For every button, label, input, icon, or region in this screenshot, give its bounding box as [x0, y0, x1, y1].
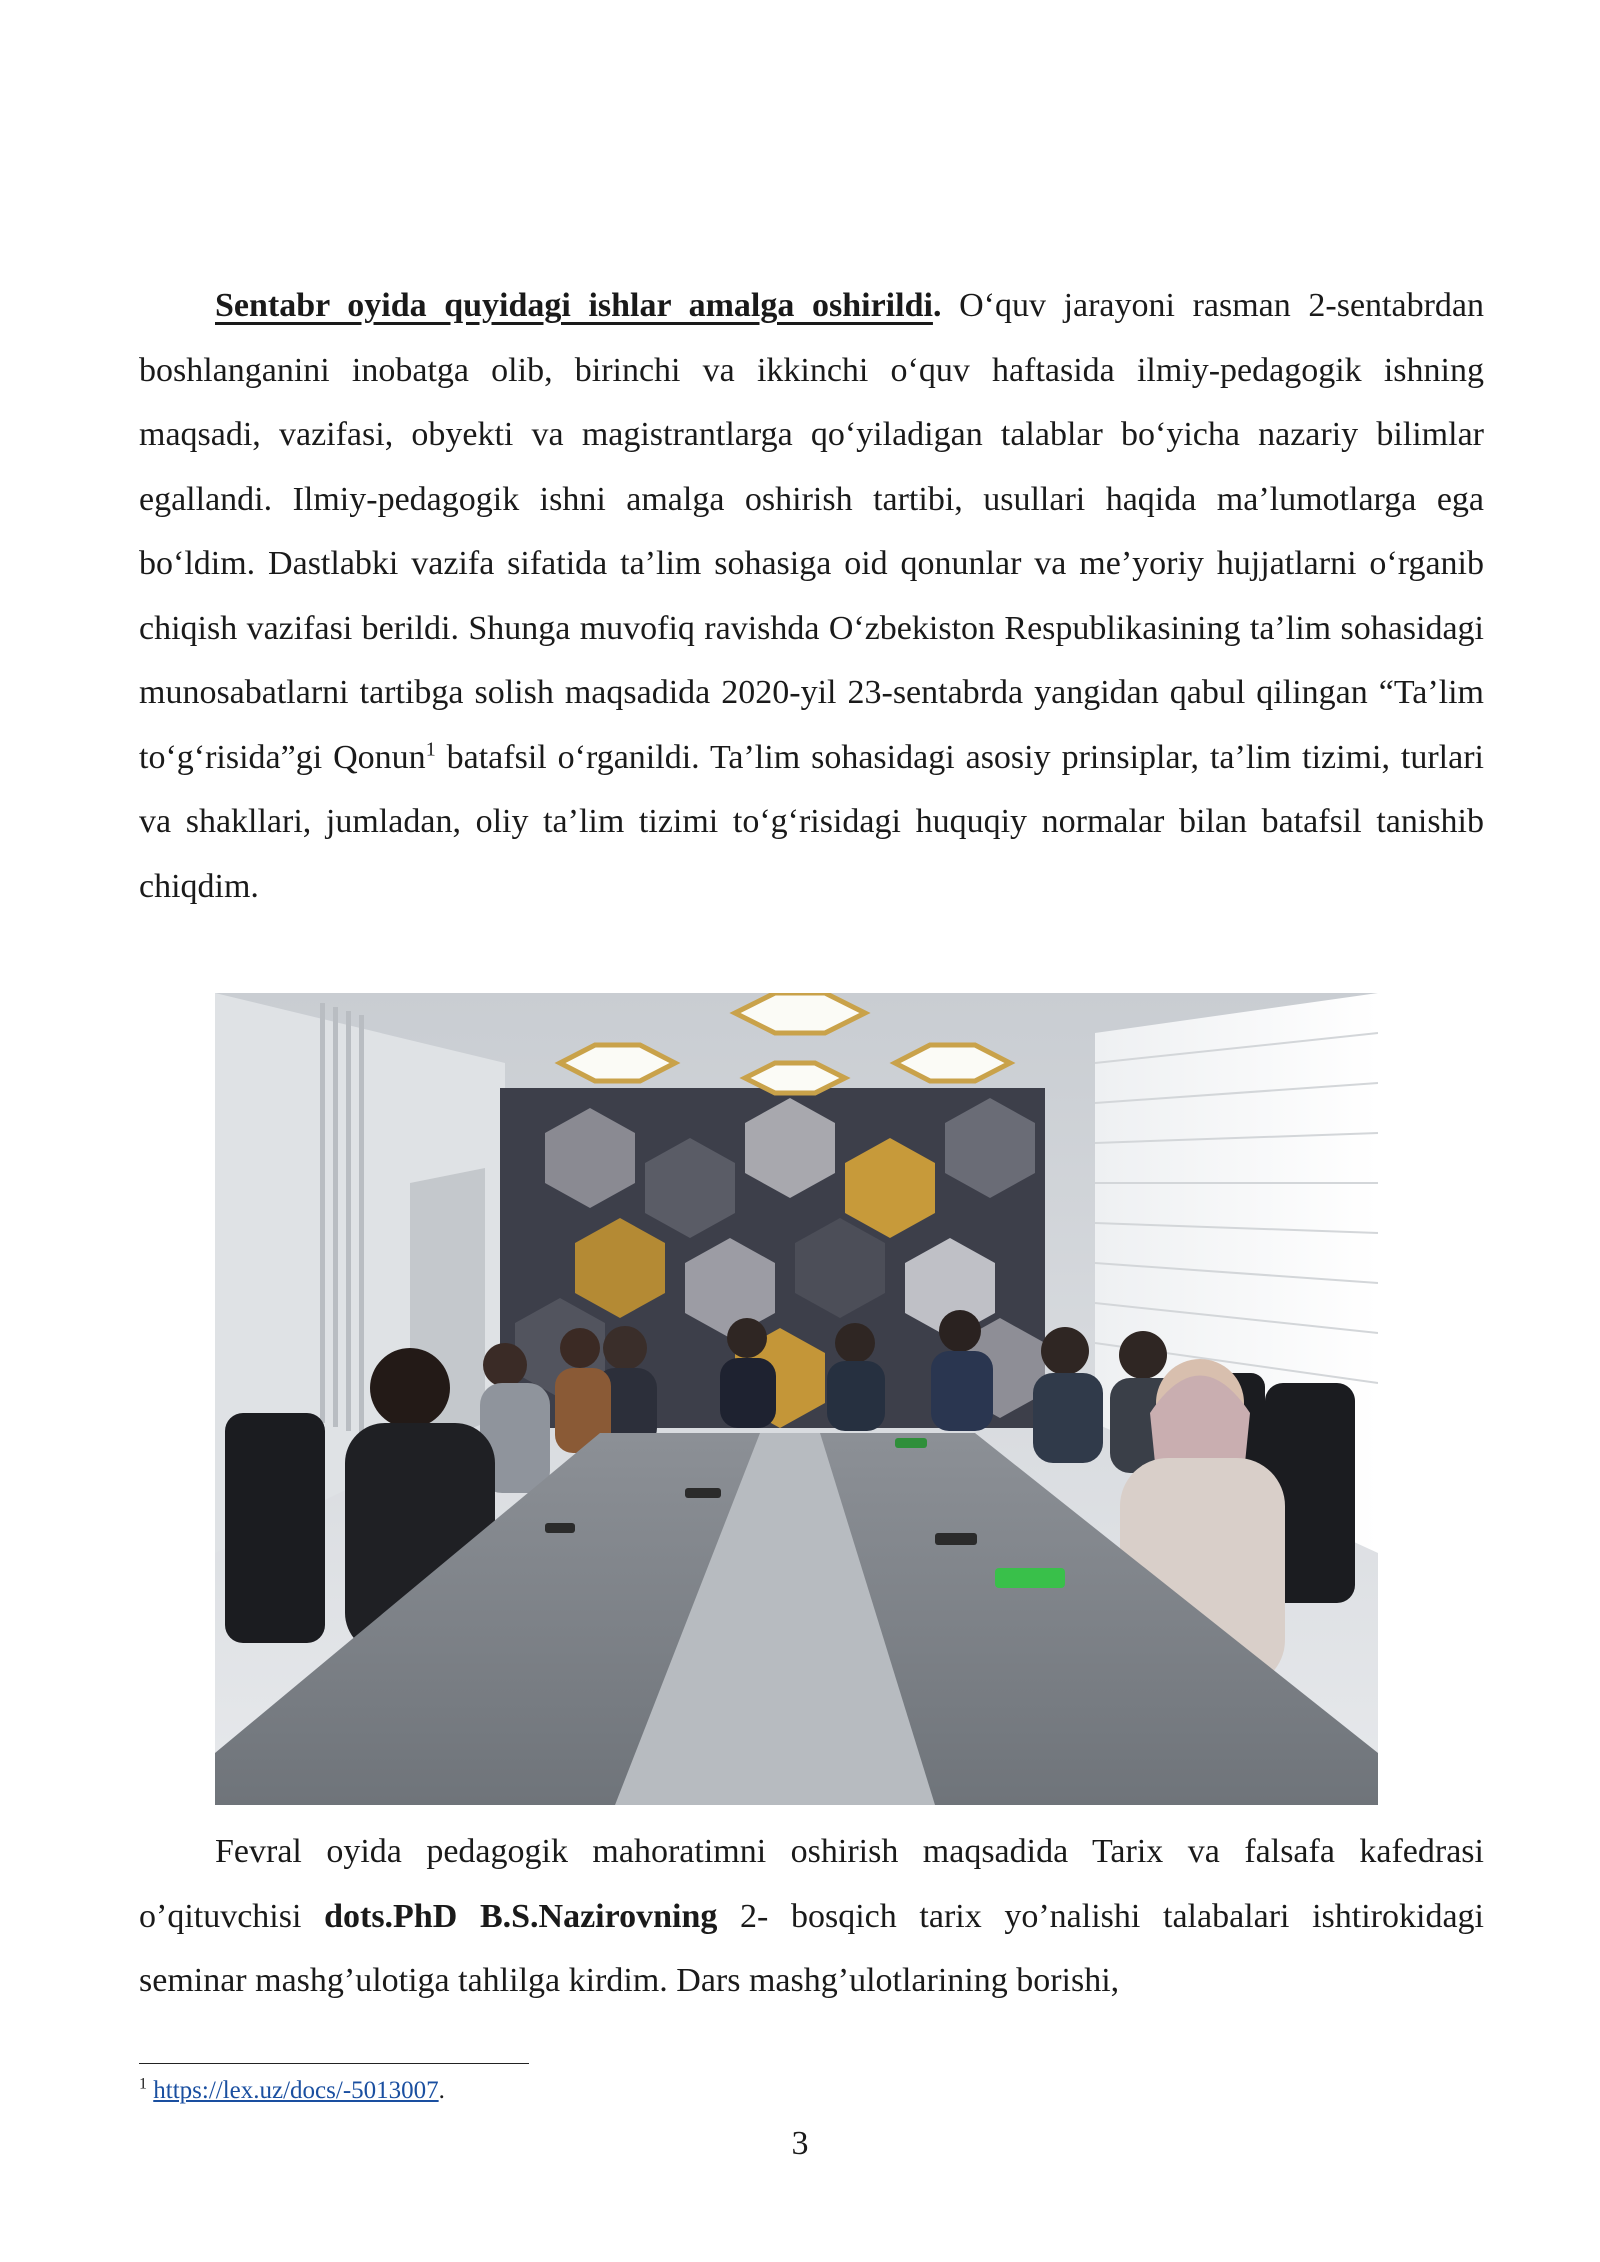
- paragraph-text-continued: 2- bosqich tarix yo’nalishi talabalari ishtirokidagi seminar mashg’ulotiga tahlilga kirdim. Dars mashg’ulotlarining borishi,: [139, 1897, 1484, 1999]
- footnote-reference[interactable]: 1: [425, 738, 436, 761]
- paragraph-text-continued: batafsil o‘rganildi. Ta’lim sohasidagi asosiy prinsiplar, ta’lim tizimi, turlari va shakllari, jumladan, oliy ta’lim tizimi to‘g‘risidagi huquqiy normalar bilan batafsil tanishib chiqdim.: [139, 738, 1484, 905]
- footnote-separator: [139, 2063, 529, 2064]
- lead-punctuation: .: [932, 287, 942, 324]
- paragraph-september: [139, 274, 1484, 919]
- paragraph-text: Fevral oyida pedagogik mahoratimni oshirish maqsadida Tarix va falsafa kafedrasi o’qituvchisi: [139, 1833, 1484, 1935]
- footnote-suffix: .: [438, 2077, 445, 2104]
- footnote-link[interactable]: https://lex.uz/docs/-5013007: [153, 2077, 439, 2104]
- footnote: [139, 2075, 445, 2107]
- paragraph-lead-heading: Sentabr oyida quyidagi ishlar amalga oshirildi: [215, 287, 933, 324]
- teacher-name: dots.PhD B.S.Nazirovning: [324, 1897, 718, 1935]
- paragraph-text: O‘quv jarayoni rasman 2-sentabrdan boshlanganini inobatga olib, birinchi va ikkinchi o‘quv haftasida ilmiy-pedagogik ishning maqsadi, vazifasi, obyekti va magistrantlarga qo‘yiladigan talablar bo‘yicha nazariy bilimlar egallandi. Ilmiy-pedagogik ishni amalga oshirish tartibi, usullari haqida ma’lumotlarga ega bo‘ldim. Dastlabki vazifa sifatida ta’lim sohasiga oid qonunlar va me’yoriy hujjatlarni o‘rganib chiqish vazifasi berildi. Shunga muvofiq ravishda O‘zbekiston Respublikasining ta’lim sohasidagi munosabatlarni tartibga solish maqsadida 2020-yil 23-sentabrda yangidan qabul qilingan “Ta’lim to‘g‘risida”gi Qonun: [139, 287, 1484, 776]
- seminar-photo: [215, 993, 1378, 1805]
- footnote-number: 1: [139, 2075, 147, 2093]
- page-number: 3: [791, 2125, 809, 2162]
- paragraph-february: [139, 1820, 1484, 2014]
